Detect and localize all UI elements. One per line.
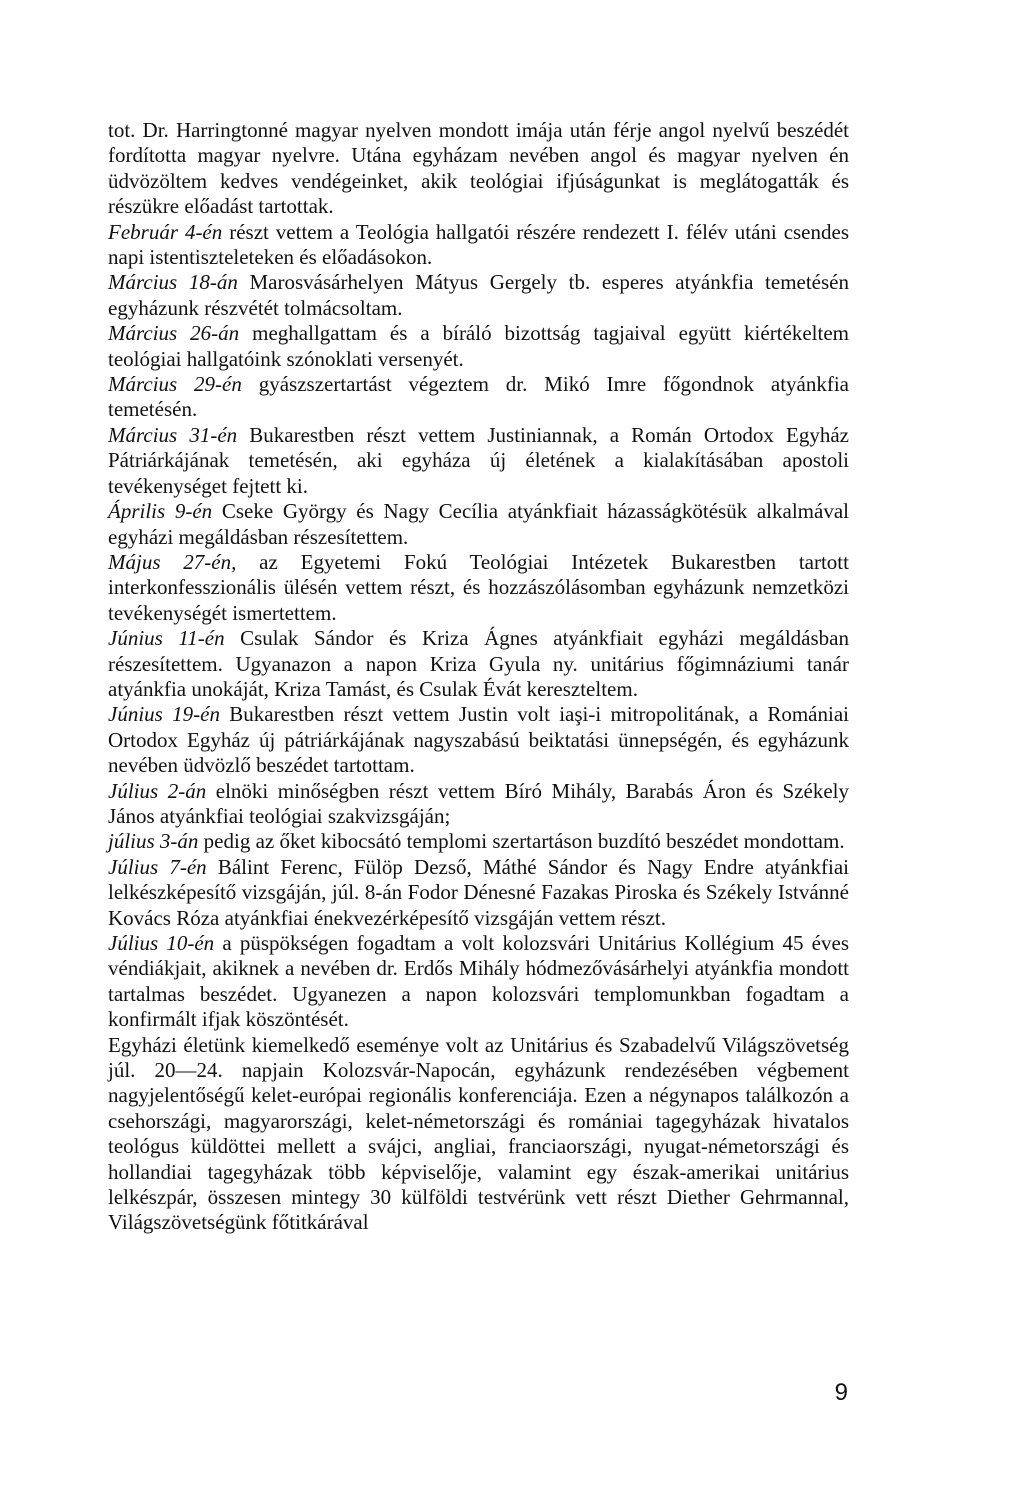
paragraph-date: Március 18-án: [108, 270, 238, 295]
paragraph-date: Június 19-én: [108, 702, 220, 727]
paragraph: [108, 270, 849, 321]
paragraph-text: elnöki minőségben részt vettem Bíró Mihály, Barabás Áron és Székely János atyánkfiai teológiai szakvizsgáján;: [108, 778, 850, 828]
paragraph-date: Június 11-én: [108, 626, 225, 651]
paragraph-text: tot. Dr. Harringtonné magyar nyelven mondott imája után férje angol nyelvű beszédét fordította magyar nyelvre. Utána egyházam nevében angol és magyar nyelven én üdvözöltem kedves vendégeinket, akik teológiai ifjúságunkat is meglátogatták és részükre előadást tartottak.: [108, 118, 849, 219]
paragraph-text: részt vettem a Teológia hallgatói részére rendezett I. félév utáni csendes napi istentiszteleteken és előadásokon.: [108, 219, 849, 270]
paragraph-date: Március 29-én: [108, 372, 242, 397]
paragraph-text: pedig az őket kibocsátó templomi szertartáson buzdító beszédet mondottam.: [198, 829, 845, 854]
paragraph-text: gyászszertartást végeztem dr. Mikó Imre főgondnok atyánkfia temetésén.: [108, 372, 850, 422]
paragraph-date: Május 27-én,: [108, 549, 237, 574]
paragraph: [108, 829, 849, 854]
paragraph: [108, 779, 849, 830]
paragraph-text: a püspökségen fogadtam a volt kolozsvári Unitárius Kollégium 45 éves véndiákjait, akiknek a nevében dr. Erdős Mihály hódmezővásárhelyi atyánkfia mondott tartalmas beszédet. Ugyanezen a napon kolozsvári templomunkban fogadtam a konfirmált ifjak köszöntését.: [108, 931, 849, 1032]
paragraph-text: Cseke György és Nagy Cecília atyánkfiait házasságkötésük alkalmával egyházi megáldásban részesítettem.: [108, 499, 849, 549]
paragraph: [108, 321, 849, 372]
paragraph: [108, 702, 849, 778]
paragraph-text: Egyházi életünk kiemelkedő eseménye volt az Unitárius és Szabadelvű Világszövetség júl. 20—24. napjain Kolozsvár-Napocán, egyházunk rendezésében végbement nagyjelentőségű kelet-európai regionális konferenciája. Ezen a négynapos találkozón a csehországi, magyarországi, kelet-németországi és romániai tagegyházak hivatalos teológus küldöttei mellett a svájci, angliai, franciaországi, nyugat-németországi és hollandiai tagegyházak több képviselője, valamint egy észak-amerikai unitárius lelkészpár, összesen mintegy 30 külföldi testvérünk vett részt Diether Gehrmannal, Világszövetségünk főtitkárával: [108, 1032, 849, 1235]
paragraph-text: Bukarestben részt vettem Justiniannak, a Román Ortodox Egyház Pátriárkájának temetésén, aki egyháza új életének a kialakításában apostoli tevékenységet fejtett ki.: [108, 422, 849, 498]
paragraph-text: Csulak Sándor és Kriza Ágnes atyánkfiait egyházi megáldásban részesítettem. Ugyanazon a napon Kriza Gyula ny. unitárius főgimnáziumi tanár atyánkfia unokáját, Kriza Tamást, és Csulak Évát kereszteltem.: [108, 626, 849, 701]
paragraph: [108, 1033, 849, 1236]
paragraph-text: Bukarestben részt vettem Justin volt iaşi-i mitropolitának, a Romániai Ortodox Egyház új pátriárkájának nagyszabású beiktatási ünnepségén, és egyházunk nevében üdvözlő beszédet tartottam.: [108, 702, 849, 778]
paragraph-date: július 3-án: [108, 829, 199, 854]
paragraph: [108, 550, 849, 626]
paragraph: [108, 220, 849, 271]
paragraph-date: Március 26-án: [108, 321, 240, 346]
paragraph: [108, 626, 849, 702]
paragraph-date: Július 7-én: [108, 854, 207, 879]
paragraph-text: Marosvásárhelyen Mátyus Gergely tb. esperes atyánkfia temetésén egyházunk részvétét tolmácsoltam.: [108, 270, 849, 320]
paragraph: [108, 423, 849, 499]
paragraph-text: meghallgattam és a bíráló bizottság tagjaival együtt kiértékeltem teológiai hallgatóink szónoklati versenyét.: [108, 321, 849, 371]
document-body: [108, 118, 849, 1236]
paragraph-date: Március 31-én: [108, 422, 238, 447]
paragraph-text: Bálint Ferenc, Fülöp Dezső, Máthé Sándor és Nagy Endre atyánkfiai lelkészképesítő vizsgáján, júl. 8-án Fodor Dénesné Fazakas Piroska és Székely Istvánné Kovács Róza atyánkfiai énekvezérképesítő vizsgáján vettem részt.: [108, 854, 849, 930]
paragraph: [108, 372, 849, 423]
paragraph-date: Április 9-én: [108, 499, 213, 524]
paragraph: [108, 931, 849, 1033]
paragraph-date: Február 4-én: [108, 219, 223, 244]
paragraph-text: az Egyetemi Fokú Teológiai Intézetek Bukarestben tartott interkonfesszionális ülésén vettem részt, és hozzászólásomban egyházunk nemzetközi tevékenységét ismertettem.: [108, 549, 849, 625]
paragraph: [108, 118, 849, 220]
paragraph: [108, 499, 849, 550]
page-number: 9: [834, 1379, 848, 1406]
paragraph-date: Július 2-án: [108, 778, 207, 803]
paragraph-date: Július 10-én: [108, 931, 215, 955]
paragraph: [108, 855, 849, 931]
